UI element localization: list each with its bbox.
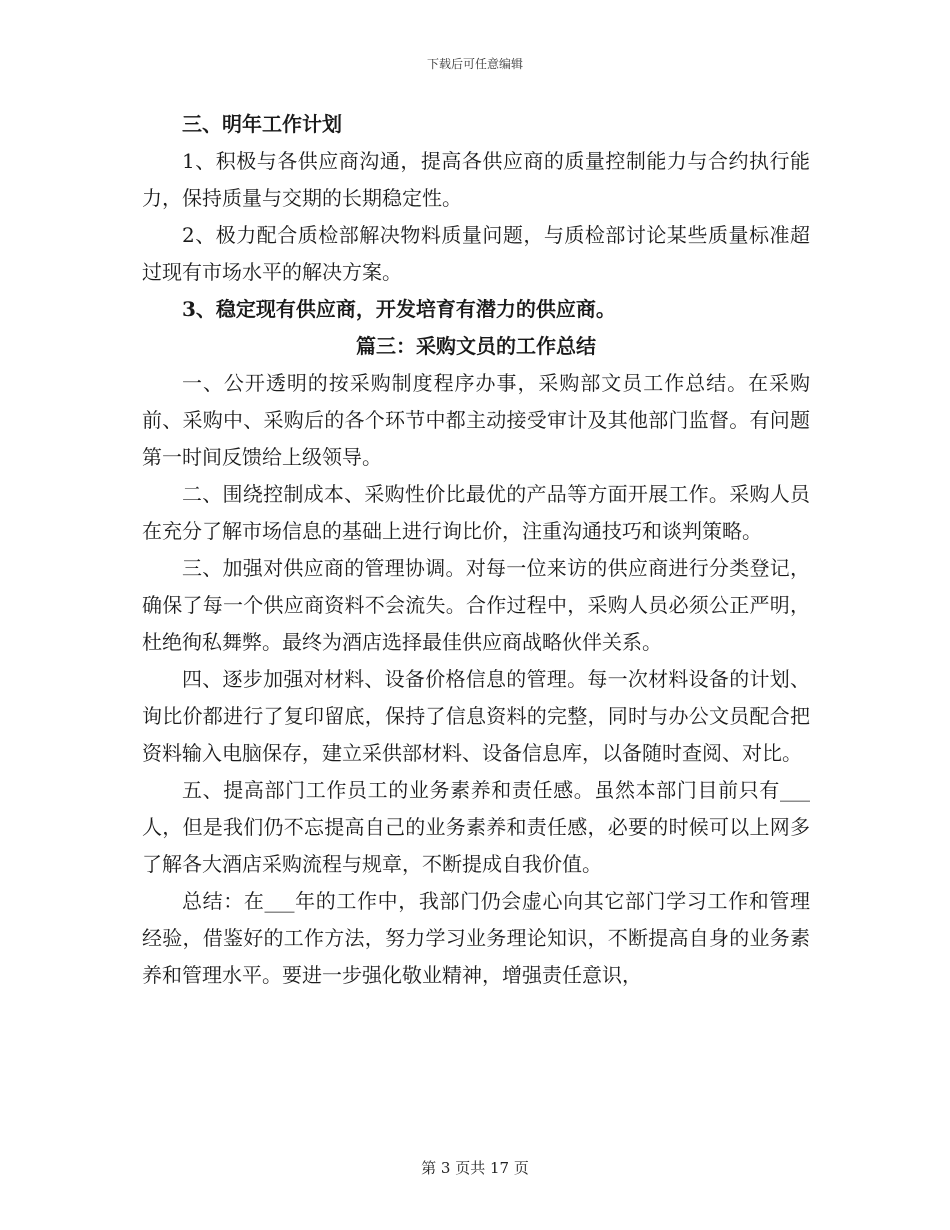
document-body (142, 106, 810, 994)
plan-item-2: 2、极力配合质检部解决物料质量问题，与质检部讨论某些质量标准超过现有市场水平的解决方案。 (142, 223, 810, 284)
plan-item-3: 3、稳定现有供应商，开发培育有潜力的供应商。 (182, 297, 616, 321)
paragraph-2: 二、围绕控制成本、采购性价比最优的产品等方面开展工作。采购人员在充分了解市场信息的基础上进行询比价，注重沟通技巧和谈判策略。 (142, 482, 810, 543)
paragraph-5: 五、提高部门工作员工的业务素养和责任感。虽然本部门目前只有___人，但是我们仍不忘提高自己的业务素养和责任感，必要的时候可以上网多了解各大酒店采购流程与规章，不断提成自我价值。 (142, 778, 810, 876)
paragraph-summary: 总结：在___年的工作中，我部门仍会虚心向其它部门学习工作和管理经验，借鉴好的工作方法，努力学习业务理论知识，不断提高自身的业务素养和管理水平。要进一步强化敬业精神，增强责任意识， (142, 889, 810, 987)
paragraph-4: 四、逐步加强对材料、设备价格信息的管理。每一次材料设备的计划、询比价都进行了复印留底，保持了信息资料的完整，同时与办公文员配合把资料输入电脑保存，建立采供部材料、设备信息库，以备随时查阅、对比。 (142, 667, 810, 765)
paragraph-1: 一、公开透明的按采购制度程序办事，采购部文员工作总结。在采购前、采购中、采购后的各个环节中都主动接受审计及其他部门监督。有问题第一时间反馈给上级领导。 (142, 371, 810, 469)
paragraph-3: 三、加强对供应商的管理协调。对每一位来访的供应商进行分类登记，确保了每一个供应商资料不会流失。合作过程中，采购人员必须公正严明，杜绝徇私舞弊。最终为酒店选择最佳供应商战略伙伴关系。 (142, 556, 810, 654)
plan-item-1: 1、积极与各供应商沟通，提高各供应商的质量控制能力与合约执行能力，保持质量与交期的长期稳定性。 (142, 149, 810, 210)
page-footer: 第 3 页共 17 页 (421, 1159, 529, 1177)
section-heading: 三、明年工作计划 (182, 112, 342, 136)
chapter-title: 篇三：采购文员的工作总结 (356, 334, 596, 358)
page-header: 下载后可任意编辑 (426, 57, 523, 71)
